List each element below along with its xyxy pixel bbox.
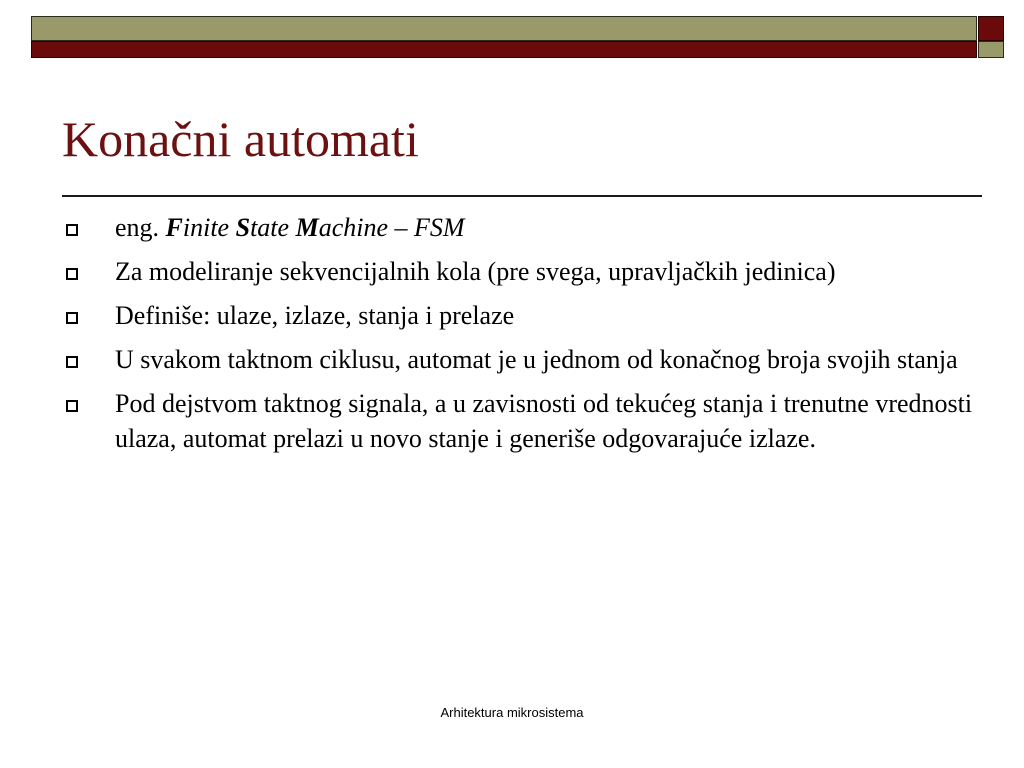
bullet-item — [62, 298, 982, 333]
title-divider — [62, 195, 982, 197]
bullet-item-fsm — [62, 210, 982, 245]
bullet-text: eng. Finite State Machine – FSM — [115, 213, 465, 242]
bullet-text: Pod dejstvom taktnog signala, a u zavisnosti od tekućeg stanja i trenutne vrednosti ulaza, automat prelazi u novo stanje i generiše odgovarajuće izlaze. — [115, 389, 973, 453]
slide-title: Konačni automati — [62, 111, 419, 167]
square-bullet-icon — [66, 312, 78, 324]
header-square-maroon — [978, 16, 1004, 41]
bullet-text: Za modeliranje sekvencijalnih kola (pre svega, upravljačkih jedinica) — [115, 257, 836, 286]
square-bullet-icon — [66, 356, 78, 368]
square-bullet-icon — [66, 224, 78, 236]
bullet-list — [62, 210, 982, 465]
square-bullet-icon — [66, 268, 78, 280]
header-band-maroon — [31, 41, 977, 58]
header-band-olive — [31, 16, 977, 41]
bullet-text: U svakom taktnom ciklusu, automat je u jednom od konačnog broja svojih stanja — [115, 345, 958, 374]
bullet-item — [62, 254, 982, 289]
header-square-olive — [978, 41, 1004, 58]
bullet-text: Definiše: ulaze, izlaze, stanja i prelaze — [115, 301, 515, 330]
square-bullet-icon — [66, 400, 78, 412]
bullet-item — [62, 386, 975, 456]
bullet-item — [62, 342, 982, 377]
slide-footer: Arhitektura mikrosistema — [440, 705, 584, 720]
